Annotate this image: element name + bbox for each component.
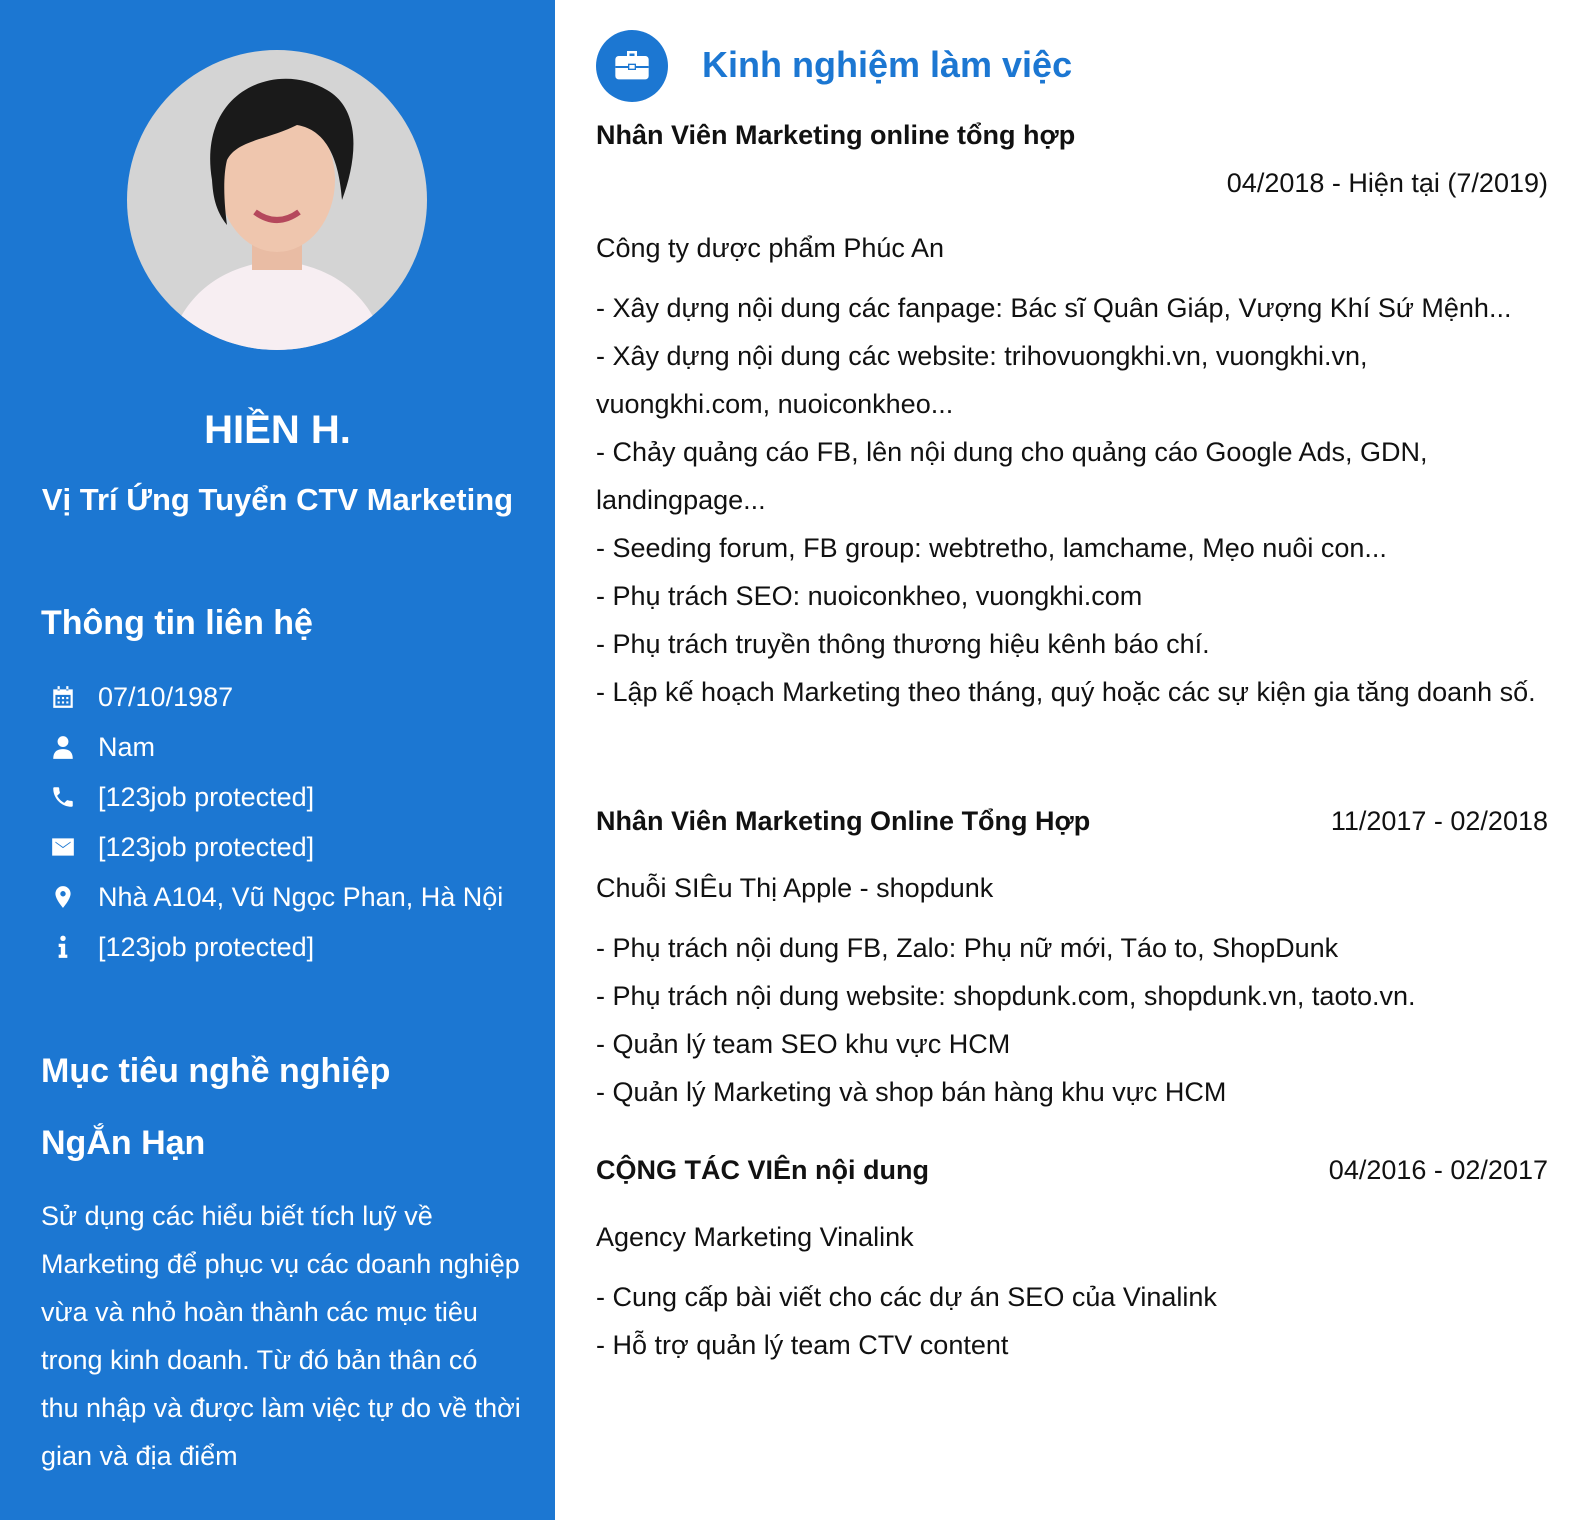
- user-icon: [50, 726, 98, 768]
- calendar-icon: [50, 676, 98, 718]
- objective-title: Mục tiêu nghề nghiệp: [41, 1052, 391, 1090]
- phone-icon: [50, 776, 98, 818]
- objective-subtitle: NgẮn Hạn: [41, 1124, 206, 1162]
- avatar: [127, 50, 427, 350]
- job-entry: [596, 120, 1548, 716]
- job-duty: - Xây dựng nội dung các website: trihovuongkhi.vn, vuongkhi.vn, vuongkhi.com, nuoiconkheo...: [596, 341, 1368, 419]
- job-company: Công ty dược phẩm Phúc An: [596, 233, 944, 263]
- info-icon: [50, 926, 98, 968]
- job-title: Nhân Viên Marketing online tổng hợp: [596, 120, 1076, 150]
- job-entry: [596, 1155, 1548, 1369]
- job-entry: [596, 806, 1548, 1116]
- job-company: Chuỗi SIÊu Thị Apple - shopdunk: [596, 873, 994, 903]
- job-date: 04/2016 - 02/2017: [1328, 1155, 1548, 1185]
- contact-birthday: 07/10/1987: [50, 676, 520, 718]
- contact-gender: Nam: [50, 726, 520, 768]
- contact-address: Nhà A104, Vũ Ngọc Phan, Hà Nội: [50, 876, 520, 918]
- applied-position: Vị Trí Ứng Tuyển CTV Marketing: [41, 482, 514, 517]
- briefcase-icon: [596, 30, 668, 102]
- contact-title: Thông tin liên hệ: [41, 604, 313, 642]
- job-duty: - Cung cấp bài viết cho các dự án SEO của Vinalink: [596, 1282, 1217, 1312]
- candidate-name: HIỀN H.: [204, 408, 351, 452]
- job-duty: - Quản lý Marketing và shop bán hàng khu vực HCM: [596, 1077, 1227, 1107]
- map-marker-icon: [50, 876, 98, 918]
- envelope-icon: [50, 826, 98, 868]
- job-company: Agency Marketing Vinalink: [596, 1222, 914, 1252]
- job-duty: - Quản lý team SEO khu vực HCM: [596, 1029, 1011, 1059]
- objective-text: Sử dụng các hiểu biết tích luỹ về Marketing để phục vụ các doanh nghiệp vừa và nhỏ hoàn thành các mục tiêu trong kinh doanh. Từ đó bản thân có thu nhập và được làm việc tự do về thời gian và địa điểm: [41, 1201, 521, 1471]
- job-duty: - Hỗ trợ quản lý team CTV content: [596, 1330, 1009, 1360]
- job-title: CỘNG TÁC VIÊn nội dung: [596, 1155, 929, 1185]
- job-duty: - Phụ trách SEO: nuoiconkheo, vuongkhi.com: [596, 581, 1143, 611]
- contact-info: [123job protected]: [50, 926, 520, 968]
- job-duty: - Phụ trách truyền thông thương hiệu kênh báo chí.: [596, 629, 1210, 659]
- sidebar: [0, 0, 555, 1520]
- job-duty: - Chảy quảng cáo FB, lên nội dung cho quảng cáo Google Ads, GDN, landingpage...: [596, 437, 1428, 515]
- job-title: Nhân Viên Marketing Online Tổng Hợp: [596, 806, 1091, 836]
- job-date: 04/2018 - Hiện tại (7/2019): [1226, 168, 1548, 198]
- job-duty: - Phụ trách nội dung FB, Zalo: Phụ nữ mới, Táo to, ShopDunk: [596, 933, 1339, 963]
- job-duty: - Seeding forum, FB group: webtretho, lamchame, Mẹo nuôi con...: [596, 533, 1387, 563]
- job-duty: - Phụ trách nội dung website: shopdunk.com, shopdunk.vn, taoto.vn.: [596, 981, 1416, 1011]
- experience-title: Kinh nghiệm làm việc: [702, 44, 1073, 85]
- contact-email: [123job protected]: [50, 826, 520, 868]
- contact-phone: [123job protected]: [50, 776, 520, 818]
- job-date: 11/2017 - 02/2018: [1330, 806, 1548, 836]
- job-duty: - Xây dựng nội dung các fanpage: Bác sĩ Quân Giáp, Vượng Khí Sứ Mệnh...: [596, 293, 1512, 323]
- contact-list: [50, 676, 520, 976]
- job-duty: - Lập kế hoạch Marketing theo tháng, quý hoặc các sự kiện gia tăng doanh số.: [596, 677, 1536, 707]
